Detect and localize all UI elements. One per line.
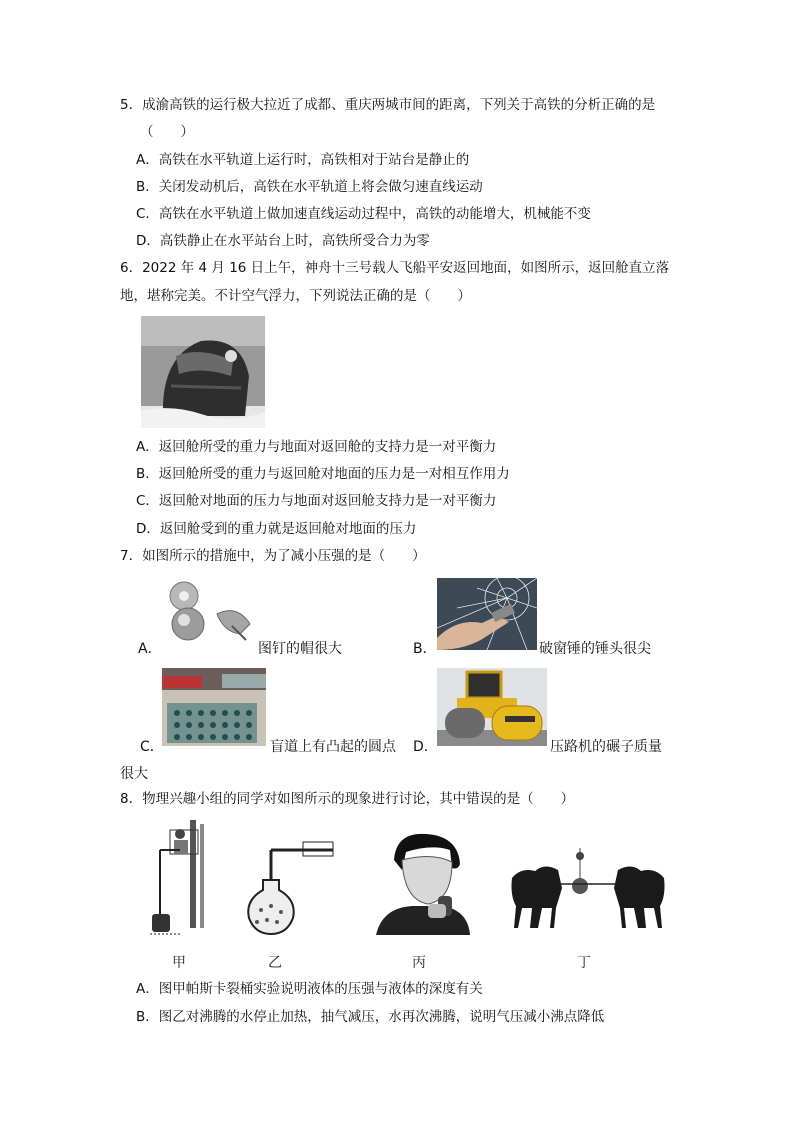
q7-option-b-letter: B． [413, 641, 437, 657]
q5-answer-paren: （ ） [140, 124, 194, 140]
q5-option-c: C．高铁在水平轨道上做加速直线运动过程中，高铁的动能增大，机械能不变 [136, 206, 591, 222]
fig-ding-magdeburg-hemispheres [508, 848, 668, 934]
q6-option-a: A．返回舱所受的重力与地面对返回舱的支持力是一对平衡力 [136, 439, 497, 455]
q7-option-c-text: 盲道上有凸起的圆点 [270, 739, 396, 755]
fig-label-yi: 乙 [268, 955, 282, 971]
q7-option-a-letter: A． [138, 641, 162, 657]
fig-label-jia: 甲 [172, 955, 186, 971]
q6-stem-line1: 6．2022 年 4 月 16 日上午，神舟十三号载人飞船平安返回地面，如图所示，返回舱直立落 [120, 260, 670, 276]
reentry-capsule-photo [141, 316, 265, 428]
thumbtack-photo [162, 574, 256, 646]
q7-option-d-text: 压路机的碾子质量 [550, 739, 662, 755]
q7-option-a-text: 图钉的帽很大 [258, 641, 342, 657]
q5-option-b: B．关闭发动机后，高铁在水平轨道上将会做匀速直线运动 [136, 179, 483, 195]
q7-option-d-text-cont: 很大 [120, 766, 148, 782]
fig-label-bing: 丙 [412, 955, 426, 971]
q5-option-a: A．高铁在水平轨道上运行时，高铁相对于站台是静止的 [136, 152, 470, 168]
q8-option-b: B．图乙对沸腾的水停止加热，抽气减压，水再次沸腾，说明气压减小沸点降低 [136, 1009, 605, 1025]
tactile-paving-photo [162, 668, 266, 746]
q6-option-c: C．返回舱对地面的压力与地面对返回舱支持力是一对平衡力 [136, 493, 497, 509]
fig-jia-pascal-barrel [150, 820, 214, 938]
window-hammer-photo [437, 578, 537, 650]
q6-stem-line2: 地，堪称完美。不计空气浮力，下列说法正确的是（ ） [120, 288, 471, 304]
q7-option-b-text: 破窗锤的锤头很尖 [539, 641, 651, 657]
q6-option-b: B．返回舱所受的重力与返回舱对地面的压力是一对相互作用力 [136, 466, 510, 482]
q8-stem: 8．物理兴趣小组的同学对如图所示的现象进行讨论，其中错误的是（ ） [120, 791, 575, 807]
q5-option-d: D．高铁静止在水平站台上时，高铁所受合力为零 [136, 233, 430, 249]
q7-stem: 7．如图所示的措施中，为了减小压强的是（ ） [120, 548, 426, 564]
fig-bing-person-drinking [372, 830, 472, 935]
q7-option-d-letter: D． [413, 739, 438, 755]
fig-label-ding: 丁 [577, 955, 591, 971]
road-roller-photo [437, 668, 547, 746]
fig-yi-boiling-flask [243, 830, 343, 935]
q6-option-d: D．返回舱受到的重力就是返回舱对地面的压力 [136, 521, 417, 537]
q7-option-c-letter: C． [140, 739, 164, 755]
q5-stem: 5．成渝高铁的运行极大拉近了成都、重庆两城市间的距离，下列关于高铁的分析正确的是 [120, 97, 656, 113]
q8-option-a: A．图甲帕斯卡裂桶实验说明液体的压强与液体的深度有关 [136, 981, 483, 997]
